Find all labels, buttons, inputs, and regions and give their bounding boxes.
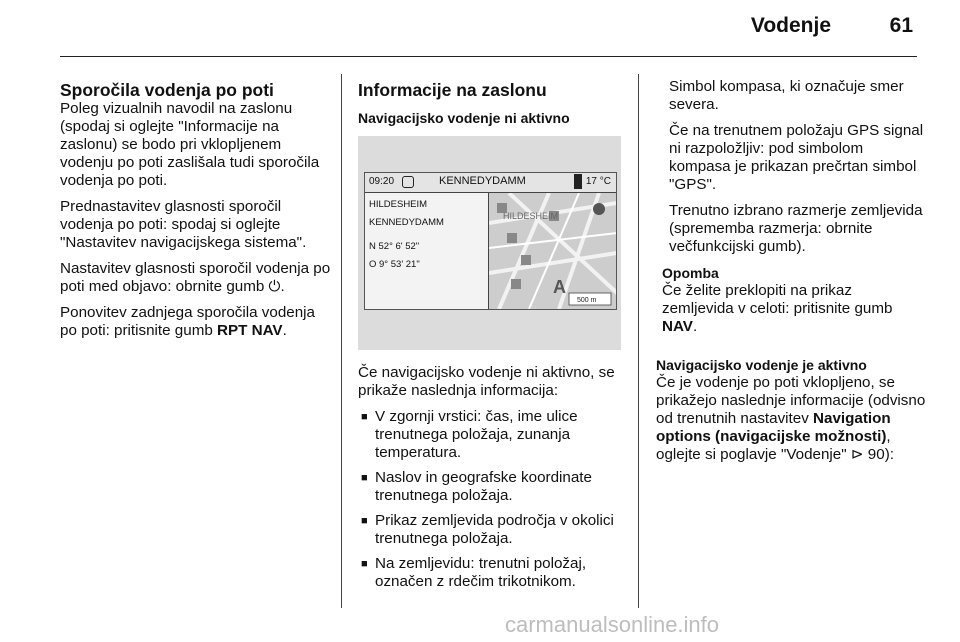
col1-p4-end: . [282,322,287,339]
col1-paragraph-1: Poleg vizualnih navodil na zaslonu (spodaj si oglejte "Informacije na zaslonu) se bodo pri vklopljenem vodenju po poti zaslišala tudi sporočila vodenja po poti. [60,100,320,189]
col1-paragraph-4 [60,304,332,340]
column-2 [358,80,630,127]
col3-paragraph-2: Če na trenutnem položaju GPS signal ni razpoložljiv: pod simbolom kompasa je prikazan prečrtan simbol "GPS". [669,122,924,193]
col2-subheading: Navigacijsko vodenje ni aktivno [358,110,570,126]
col3-p4-b: , oglejte si poglavje "Vodenje" ⊳ 90): [656,428,894,463]
col3-paragraph-1: Simbol kompasa, ki označuje smer severa. [669,78,904,113]
screen-temperature: 17 °C [585,176,611,187]
screen-info-panel [365,193,488,309]
column-divider-2 [638,74,639,608]
col2-bullet-list [358,408,630,591]
screen-street2: KENNEDYDAMM [369,217,444,228]
note-text [662,282,926,336]
list-item: ■ V zgornji vrstici: čas, ime ulice trenutnega položaja, zunanja temperatura. [358,408,630,462]
screen-top-bar [365,173,616,193]
map-city-label: HILDESHEIM [503,211,559,221]
col3-heading: Navigacijsko vodenje je aktivno [656,357,867,373]
footer-watermark: carmanualsonline.info [505,612,720,637]
note-box [656,264,926,336]
screen-latitude: N 52° 6' 52" [369,241,420,252]
col2-heading: Informacije na zaslonu [358,80,547,100]
page-number: 61 [889,14,913,37]
rpt-nav-button-label: RPT NAV [217,322,283,339]
screen-longitude: O 9° 53' 21" [369,259,420,270]
section-title: Vodenje [750,14,831,37]
screen-time: 09:20 [369,176,395,187]
header-divider [60,56,917,57]
column-3 [656,78,926,472]
col2-intro: Če navigacijsko vodenje ni aktivno, se prikaže naslednja informacija: [358,364,615,399]
column-1 [60,80,332,348]
col1-heading: Sporočila vodenja po poti [60,80,274,100]
nav-button-label: NAV [662,318,693,335]
list-item: ■ Prikaz zemljevida področja v okolici trenutnega položaja. [358,512,630,548]
map-scale-label: 500 m [577,297,597,304]
list-item: ■ Na zemljevidu: trenutni položaj, označen z rdečim trikotnikom. [358,555,630,591]
col1-p4-text: Ponovitev zadnjega sporočila vodenja po poti: pritisnite gumb [60,304,315,339]
col1-paragraph-3: Nastavitev glasnosti sporočil vodenja po poti med objavo: obrnite gumb ⏻. [60,260,331,295]
col3-paragraph-3: Trenutno izbrano razmerje zemljevida (sprememba razmerja: obrnite večfunkcijski gumb). [669,202,923,255]
thermometer-icon [574,174,582,189]
navigation-options-label: Navigation options (navigacijske možnosti) [656,410,891,445]
list-item: ■ Naslov in geografske koordinate trenutnega položaja. [358,469,630,505]
note-title: Opomba [662,265,719,281]
map-graphic [489,193,617,309]
map-marker-a: A [553,277,566,297]
screen-street: KENNEDYDAMM [439,175,526,187]
screen-display [364,172,617,310]
navigation-icon [402,176,414,188]
col1-paragraph-2: Prednastavitev glasnosti sporočil vodenja po poti: spodaj si oglejte "Nastavitev navigacijskega sistema". [60,198,307,251]
navigation-screen-figure [358,136,621,350]
screen-map [488,193,617,309]
col3-p4-a: Če je vodenje po poti vklopljeno, se prikažejo naslednje informacije (odvisno od trenutnih nastavitev [656,374,926,427]
screen-city: HILDESHEIM [369,199,428,210]
note-text-body: Če želite preklopiti na prikaz zemljevida v celoti: pritisnite gumb [662,282,893,317]
note-text-end: . [692,318,698,335]
col3-paragraph-4 [656,374,926,464]
column-divider-1 [341,74,342,608]
column-2-body [358,364,630,598]
